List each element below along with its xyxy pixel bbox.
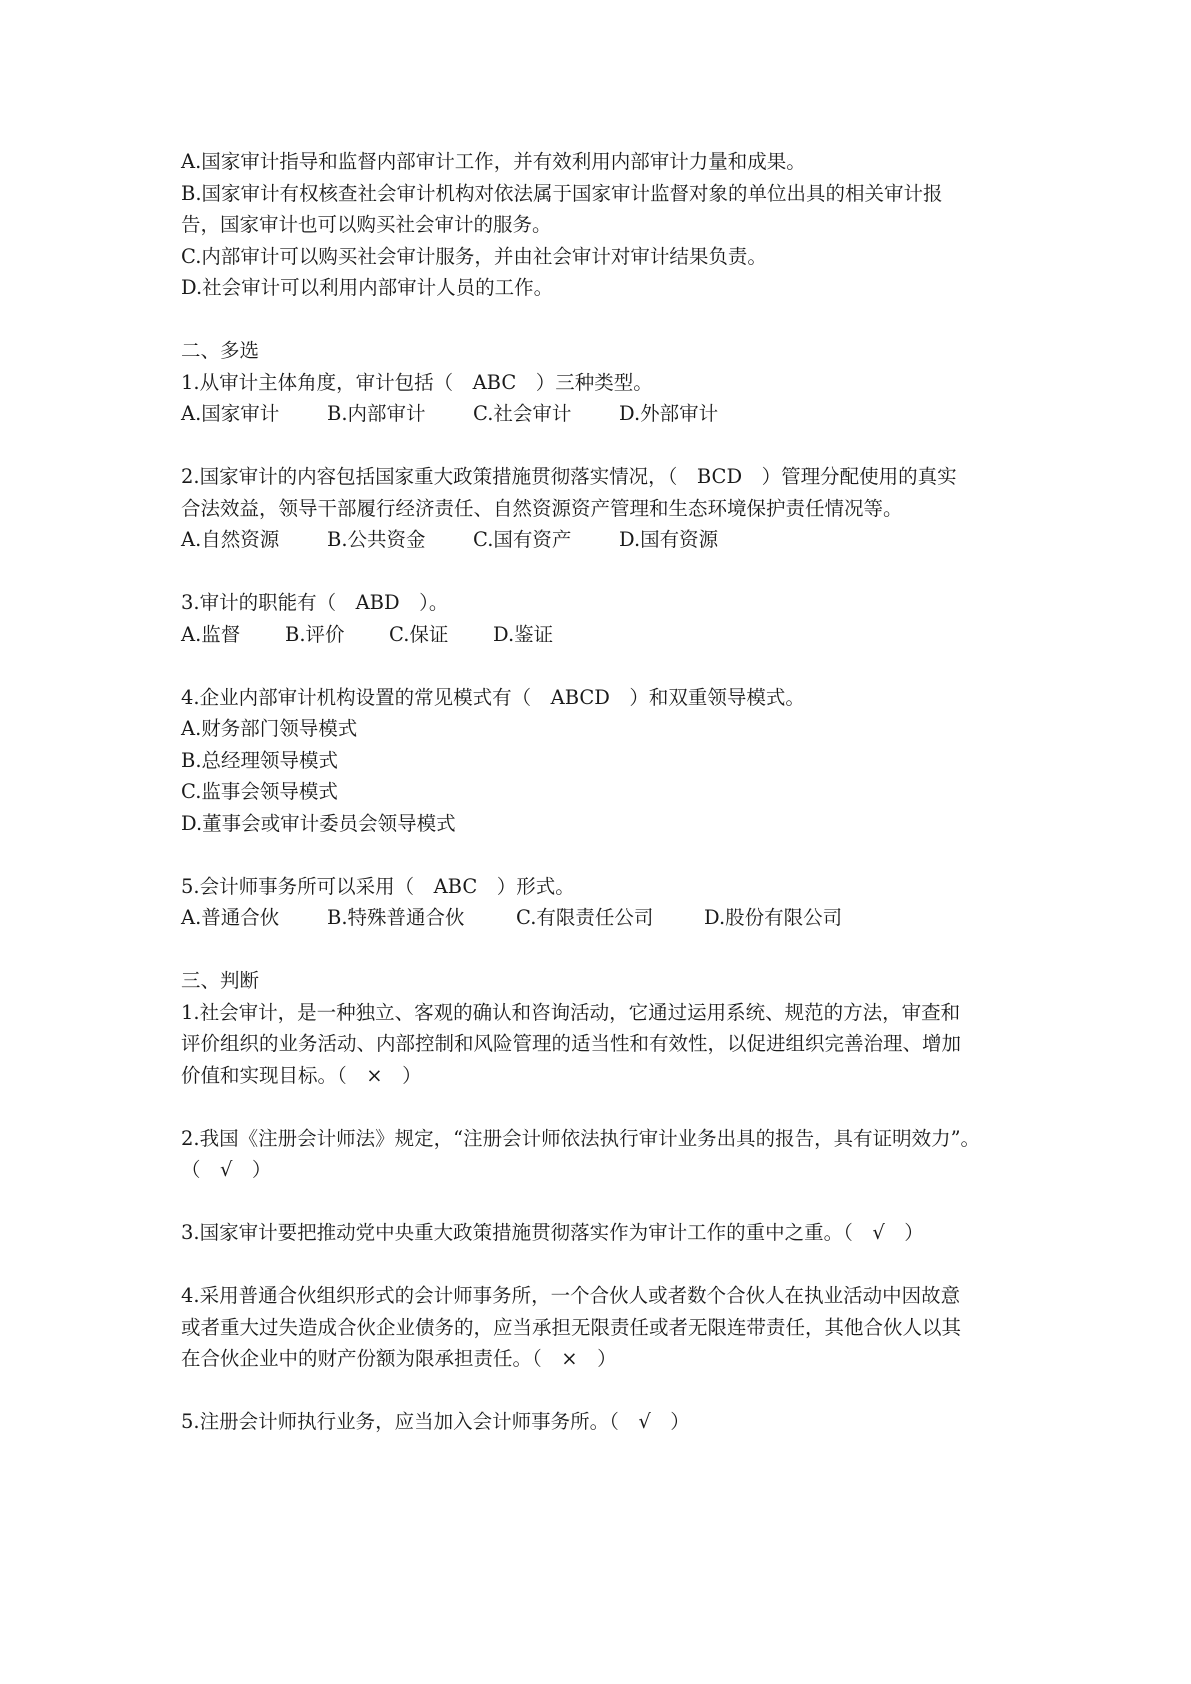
option-d: D.国有资源	[619, 528, 719, 551]
statement-line-1: 1.社会审计，是一种独立、客观的确认和咨询活动，它通过运用系统、规范的方法，审查和	[181, 1000, 961, 1024]
option-a: A.自然资源	[181, 528, 280, 551]
spacer	[181, 1375, 1021, 1407]
option-d: D.董事会或审计委员会领导模式	[181, 811, 456, 835]
question-stem-line-2: 合法效益，领导干部履行经济责任、自然资源资产管理和生态环境保护责任情况等。	[181, 496, 903, 520]
option-c: C.保证	[389, 622, 449, 646]
document-body	[181, 146, 1021, 1438]
option-b: B.内部审计	[327, 402, 426, 425]
option-a: A.财务部门领导模式	[181, 717, 358, 740]
spacer	[181, 839, 1021, 871]
option-d: D.社会审计可以利用内部审计人员的工作。	[181, 276, 554, 299]
option-b-line-1: B.国家审计有权核查社会审计机构对依法属于国家审计监督对象的单位出具的相关审计报	[181, 181, 943, 205]
statement-line-2: 或者重大过失造成合伙企业债务的，应当承担无限责任或者无限连带责任，其他合伙人以其	[181, 1315, 962, 1339]
question-stem: 5.会计师事务所可以采用（ ABC ）形式。	[181, 874, 575, 898]
option-b: B.总经理领导模式	[181, 748, 339, 772]
option-c: C.社会审计	[473, 402, 572, 425]
spacer	[181, 1186, 1021, 1218]
section-heading-true-false: 三、判断	[181, 969, 260, 992]
statement-line-1: 2.我国《注册会计师法》规定，“注册会计师依法执行审计业务出具的报告，具有证明效力”。	[181, 1126, 981, 1150]
option-a: A.国家审计	[181, 402, 280, 425]
statement-line-2: （ √ ）	[181, 1158, 272, 1181]
spacer	[181, 430, 1021, 462]
option-a: A.监督	[181, 622, 241, 646]
spacer	[181, 556, 1021, 588]
option-a: A.国家审计指导和监督内部审计工作，并有效利用内部审计力量和成果。	[181, 150, 806, 173]
option-a: A.普通合伙	[181, 906, 280, 929]
option-c: C.有限责任公司	[516, 906, 654, 929]
option-c: C.国有资产	[473, 528, 572, 551]
question-stem-line-1: 2.国家审计的内容包括国家重大政策措施贯彻落实情况，（ BCD ）管理分配使用的真实	[181, 465, 957, 488]
question-stem: 4.企业内部审计机构设置的常见模式有（ ABCD ）和双重领导模式。	[181, 685, 805, 709]
options-row	[181, 398, 1021, 430]
statement-line-2: 评价组织的业务活动、内部控制和风险管理的适当性和有效性，以促进组织完善治理、增加	[181, 1032, 962, 1055]
options-row	[181, 524, 1021, 556]
section-heading-multiple-choice: 二、多选	[181, 339, 260, 362]
question-stem: 3.审计的职能有（ ABD ）。	[181, 591, 449, 614]
statement-line-3: 在合伙企业中的财产份额为限承担责任。（ × ）	[181, 1347, 617, 1370]
option-d: D.鉴证	[493, 622, 554, 646]
spacer	[181, 934, 1021, 966]
statement-line-1: 5.注册会计师执行业务，应当加入会计师事务所。（ √ ）	[181, 1410, 690, 1433]
option-c: C.监事会领导模式	[181, 780, 338, 803]
option-b-line-2: 告，国家审计也可以购买社会审计的服务。	[181, 213, 552, 236]
spacer	[181, 650, 1021, 682]
statement-line-3: 价值和实现目标。（ × ）	[181, 1063, 422, 1087]
options-row	[181, 619, 1021, 651]
spacer	[181, 1091, 1021, 1123]
statement-line-1: 3.国家审计要把推动党中央重大政策措施贯彻落实作为审计工作的重中之重。（ √ ）	[181, 1221, 924, 1244]
option-b: B.公共资金	[327, 528, 426, 551]
statement-line-1: 4.采用普通合伙组织形式的会计师事务所，一个合伙人或者数个合伙人在执业活动中因故意	[181, 1284, 961, 1307]
option-d: D.股份有限公司	[704, 906, 843, 929]
option-b: B.特殊普通合伙	[327, 906, 465, 929]
question-stem: 1.从审计主体角度，审计包括（ ABC ）三种类型。	[181, 370, 653, 394]
option-b: B.评价	[285, 622, 345, 646]
spacer	[181, 1249, 1021, 1281]
options-row	[181, 902, 1021, 934]
option-d: D.外部审计	[619, 402, 719, 425]
option-c: C.内部审计可以购买社会审计服务，并由社会审计对审计结果负责。	[181, 244, 767, 268]
spacer	[181, 304, 1021, 336]
